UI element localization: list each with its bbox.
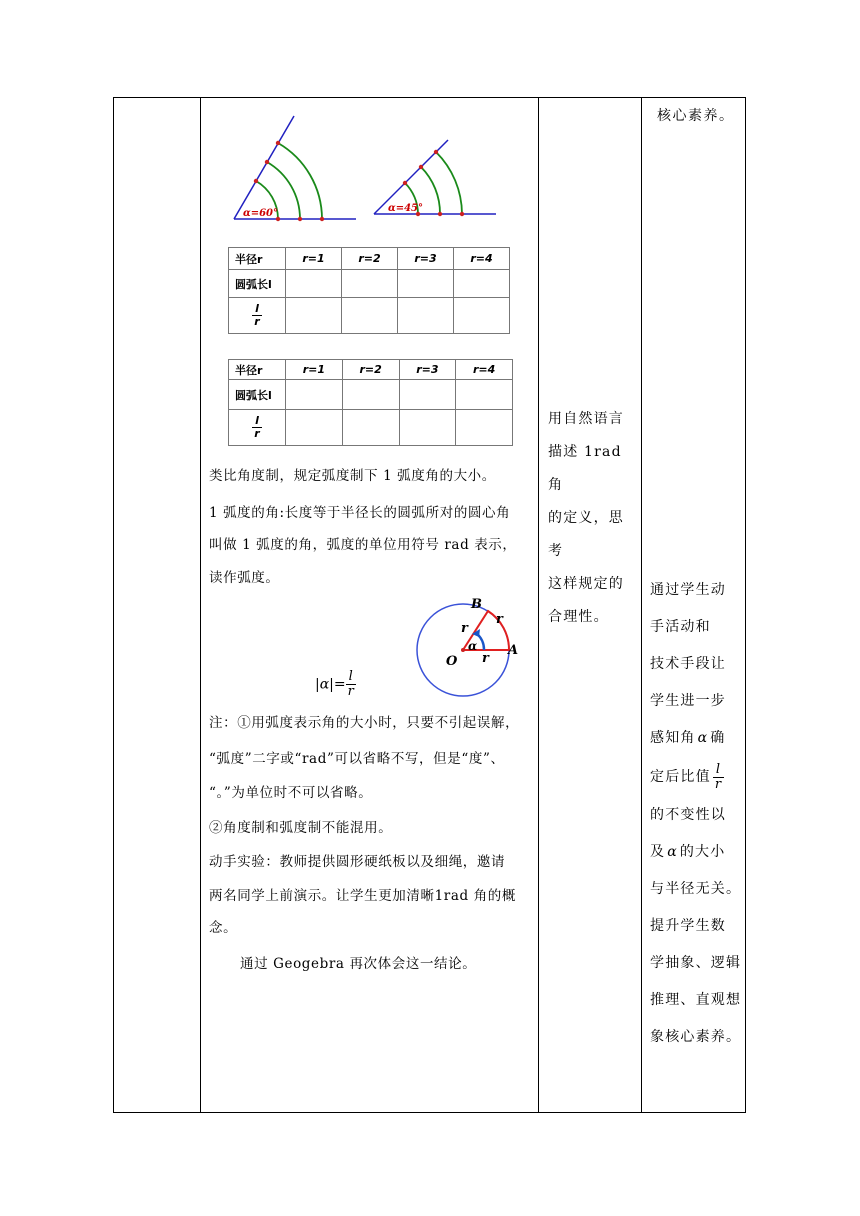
text-line: 用自然语言 [548, 411, 624, 427]
angle-label-60: α=60° [243, 208, 278, 219]
ratio-denominator: r [714, 776, 723, 792]
text-line: 与半径无关。 [650, 881, 742, 897]
cell [342, 410, 399, 446]
paragraph-analogy: 类比角度制，规定弧度制下 1 弧度角的大小。 [209, 468, 496, 484]
point-a-label: A [508, 643, 519, 658]
header-r4: r=4 [456, 360, 513, 380]
formula-denominator: r [347, 684, 354, 699]
note-line-3: “。”为单位时不可以省略。 [209, 785, 373, 801]
cell [342, 298, 398, 334]
ratio-numerator: l [255, 302, 259, 315]
row-ratio [229, 410, 286, 446]
header-r3: r=3 [399, 360, 456, 380]
formula-numerator: l [348, 669, 353, 684]
right-column-top-text: 核心素养。 [657, 108, 735, 124]
hands-on-line-3: 念。 [209, 920, 238, 936]
point-o-label: O [446, 654, 458, 669]
cell [286, 410, 343, 446]
literacy-goals-text [650, 572, 742, 1056]
alpha-symbol: α [667, 844, 678, 860]
text-line: 的定义，思考 [548, 510, 624, 559]
row-arc-length: 圆弧长l [229, 270, 286, 298]
definition-line-1: 1 弧度的角:长度等于半径长的圆弧所对的圆心角 [209, 505, 511, 521]
column-divider [641, 98, 642, 1112]
point-b-label: B [471, 597, 482, 612]
ratio-numerator: l [255, 414, 259, 427]
row-ratio [229, 298, 286, 334]
header-r4: r=4 [454, 248, 510, 270]
alpha-label: α [468, 639, 478, 653]
note-line-2: “弧度”二字或“rad”可以省略不写，但是“度”、 [209, 751, 505, 767]
arc-r2 [421, 167, 440, 214]
ratio-denominator: r [254, 427, 260, 440]
note-line-1: 注：①用弧度表示角的大小时，只要不引起误解， [209, 715, 520, 731]
cell [286, 380, 343, 410]
definition-line-3: 读作弧度。 [209, 570, 280, 586]
column-divider [200, 98, 201, 1112]
arc-r3 [278, 143, 322, 219]
radius-label: r [482, 651, 489, 666]
text-line: 技术手段让 [650, 656, 726, 672]
radius-label: r [461, 621, 468, 636]
header-r1: r=1 [286, 360, 343, 380]
cell [342, 270, 398, 298]
text-line: 感知角 α 确 [650, 730, 726, 746]
cell [399, 380, 456, 410]
header-r3: r=3 [398, 248, 454, 270]
hands-on-line-2: 两名同学上前演示。让学生更加清晰1rad 角的概 [209, 888, 516, 904]
text-line: 提升学生数 [650, 918, 726, 934]
geogebra-line: 通过 Geogebra 再次体会这一结论。 [240, 956, 477, 972]
text-line: 合理性。 [548, 609, 609, 625]
text-line: 学抽象、逻辑 [650, 955, 742, 971]
design-intent-text [548, 403, 638, 634]
header-radius: 半径r [229, 248, 286, 270]
text-line: 这样规定的 [548, 576, 624, 592]
radius-label: r [496, 612, 503, 627]
ratio-denominator: r [254, 315, 260, 328]
text-line: 通过学生动 [650, 582, 726, 598]
unit-radian-circle [410, 592, 530, 704]
cell [454, 270, 510, 298]
cell [456, 410, 513, 446]
formula-lhs: |α|= [315, 676, 346, 693]
angle-60-figure [228, 114, 358, 226]
radius-table-1 [228, 247, 510, 334]
cell [286, 298, 342, 334]
angle-45-figure [370, 134, 498, 220]
ratio-numerator: l [715, 761, 722, 777]
header-r1: r=1 [286, 248, 342, 270]
text-line: 定后比值 $\frac{l}{r}$ [650, 761, 723, 792]
text-line: 推理、直观想 [650, 992, 742, 1008]
text-line: 手活动和 [650, 619, 711, 635]
cell [398, 298, 454, 334]
radian-formula [315, 670, 356, 699]
text-line: 的不变性以 [650, 807, 726, 823]
cell [456, 380, 513, 410]
hands-on-line-1: 动手实验：教师提供圆形硬纸板以及细绳，邀请 [209, 854, 506, 870]
header-r2: r=2 [342, 248, 398, 270]
terminal-ray [234, 116, 294, 219]
note-2: ②角度制和弧度制不能混用。 [209, 820, 393, 836]
definition-line-2: 叫做 1 弧度的角，弧度的单位用符号 rad 表示， [209, 537, 517, 553]
text-line: 学生进一步 [650, 693, 726, 709]
alpha-symbol: α [697, 730, 709, 746]
row-arc-length: 圆弧长l [229, 380, 286, 410]
text-line: 及 α 的大小 [650, 844, 726, 860]
cell [286, 270, 342, 298]
angle-label-45: α=45° [388, 203, 423, 214]
cell [454, 298, 510, 334]
cell [342, 380, 399, 410]
text-line: 象核心素养。 [650, 1029, 742, 1045]
cell [399, 410, 456, 446]
header-r2: r=2 [342, 360, 399, 380]
text-line: 描述 1rad 角 [548, 444, 622, 493]
center-point [461, 648, 465, 652]
radius-table-2 [228, 359, 513, 446]
header-radius: 半径r [229, 360, 286, 380]
cell [398, 270, 454, 298]
